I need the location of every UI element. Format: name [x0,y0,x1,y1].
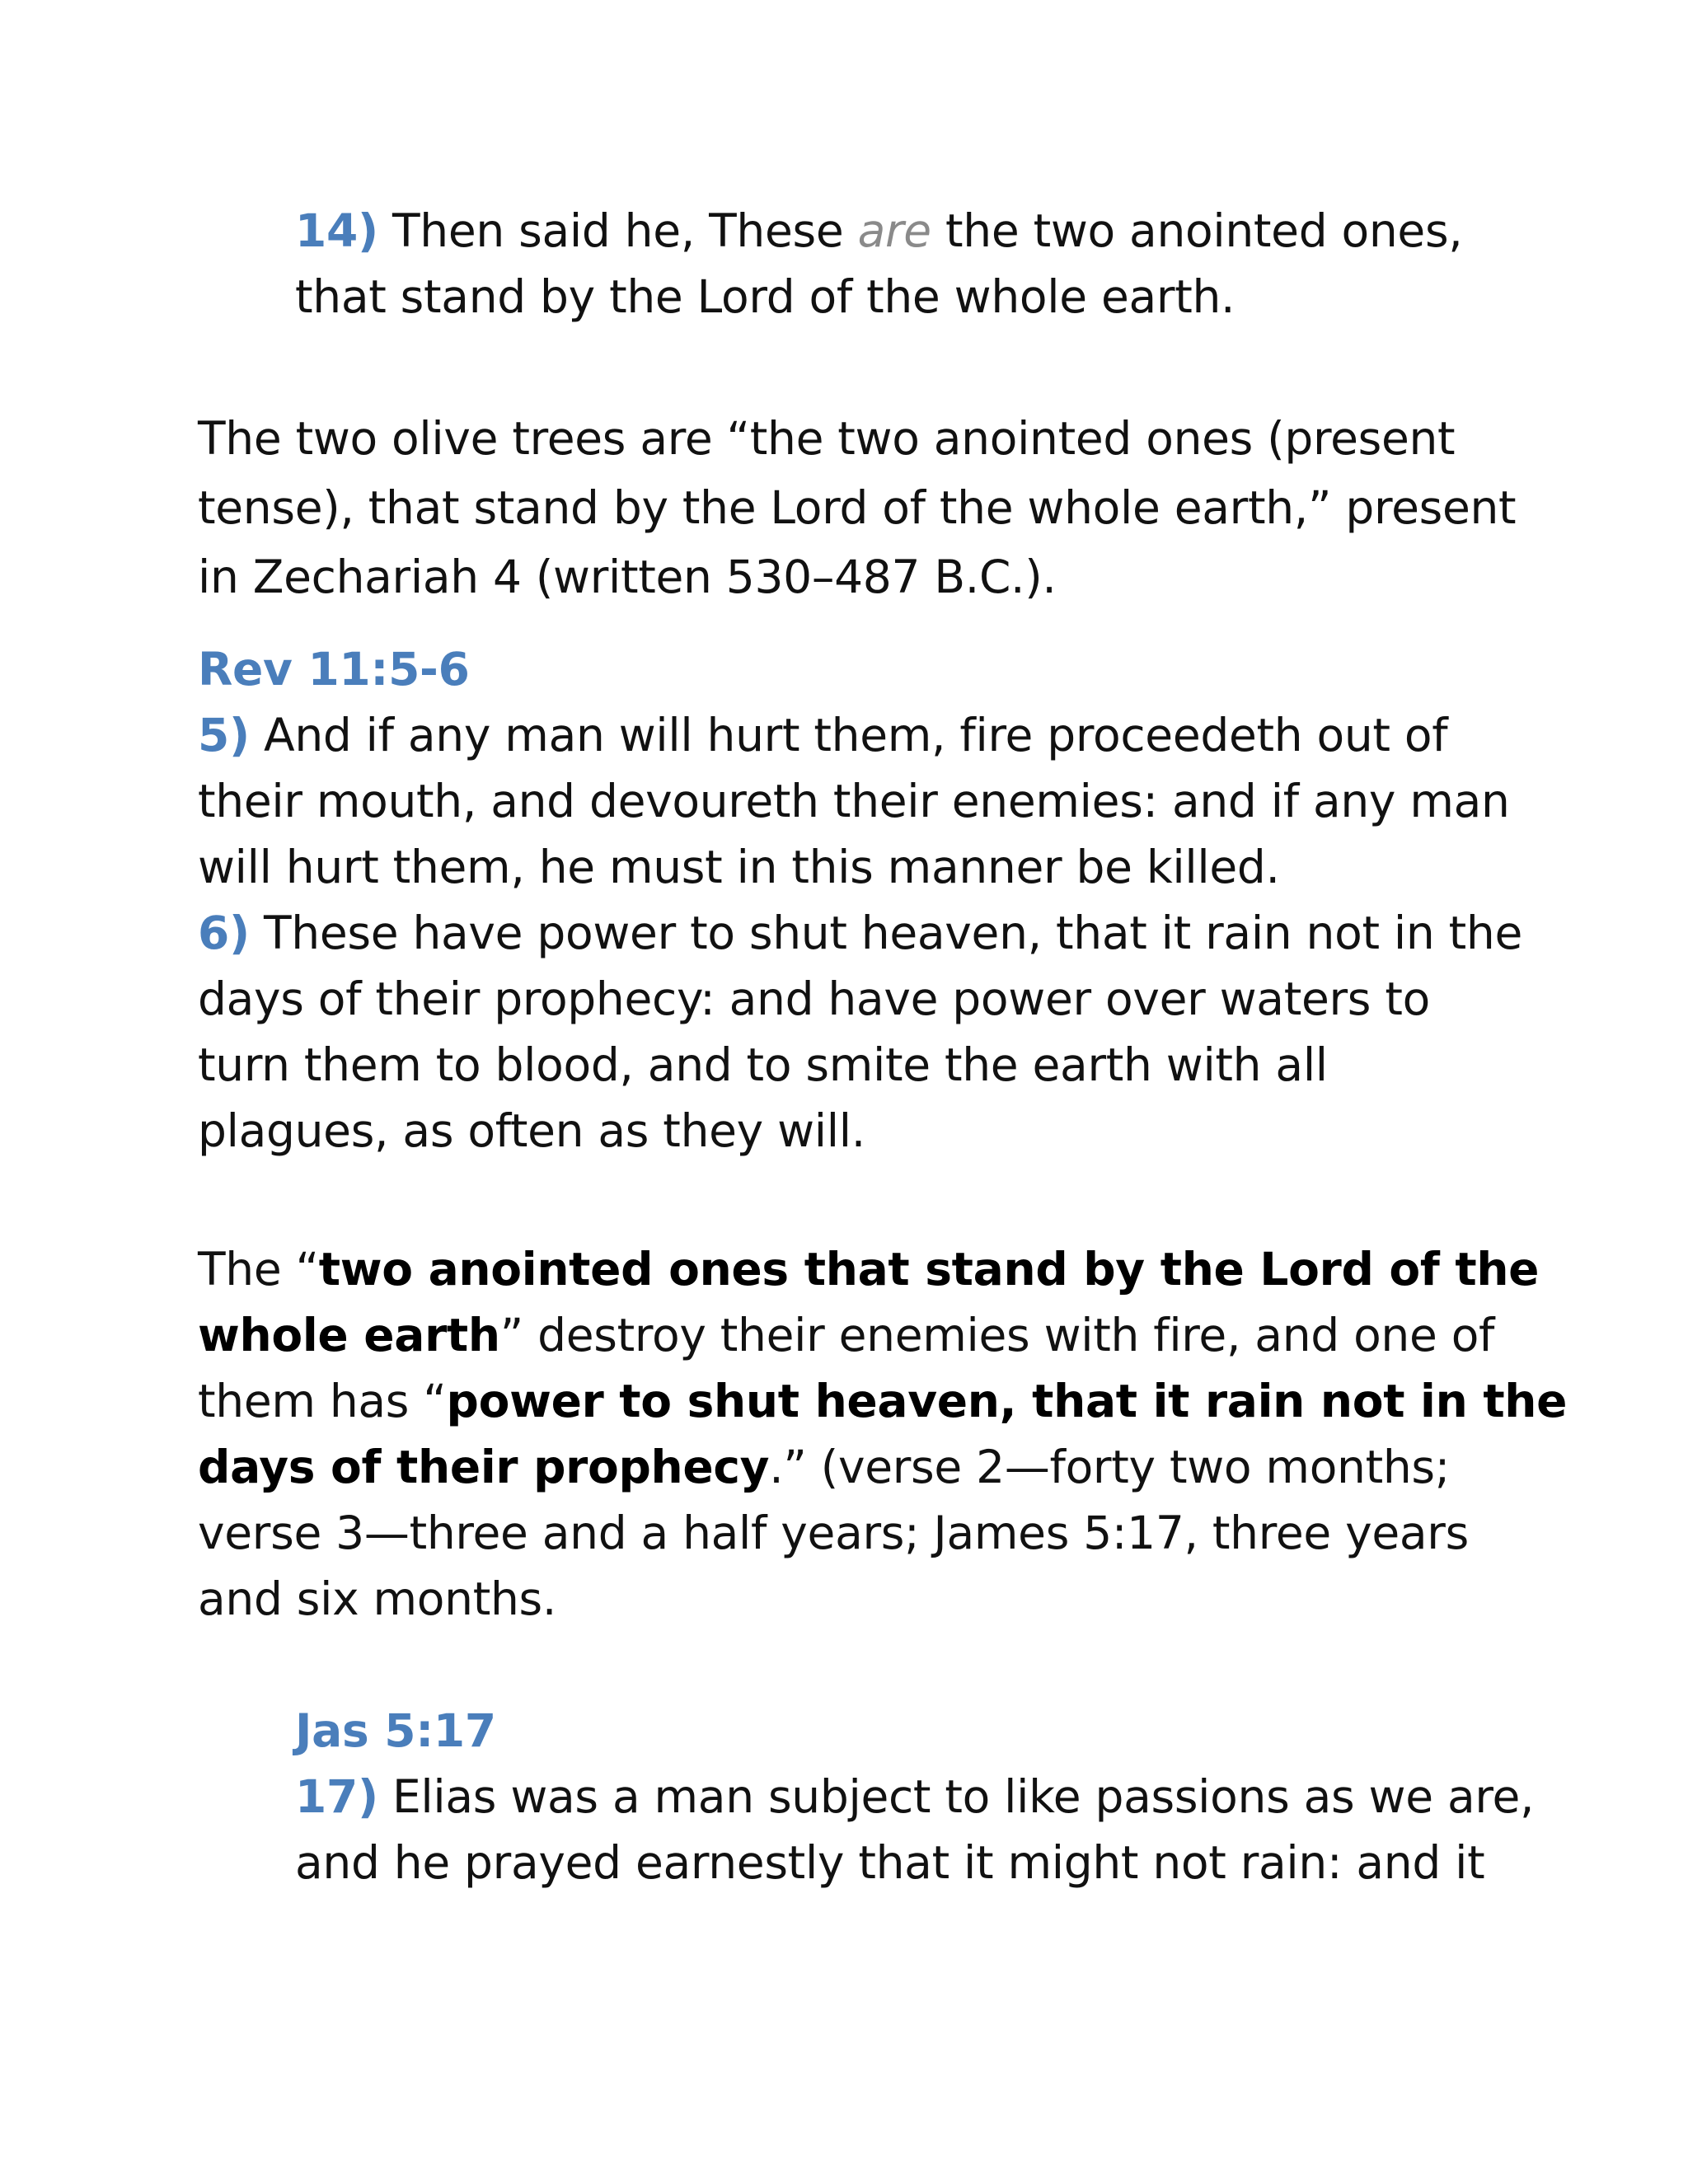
verse-14-line-1 [295,198,1463,264]
verse-number: 14) [295,204,378,257]
verse-number: 17) [295,1770,378,1823]
verse-5-line-3: will hurt them, he must in this manner be killed. [198,841,1280,893]
verse-5-line-1 [198,702,1522,768]
verse-number: 5) [198,709,250,762]
paragraph-line: verse 3—three and a half years; James 5:17, three years [198,1507,1469,1559]
paragraph-text: .” (verse 2—forty two months; [769,1441,1451,1493]
verse-6-line-1 [198,900,1522,966]
bold-text: days of their prophecy [198,1441,770,1493]
paragraph-text: The “ [198,1243,319,1296]
paragraph-line [198,1302,1567,1368]
italic-word: are [857,204,931,257]
bold-text: power to shut heaven, that it rain not in the [446,1375,1568,1427]
paragraph-line: tense), that stand by the Lord of the whole earth,” present [198,481,1517,534]
verse-text: And if any man will hurt them, fire proceedeth out of [249,709,1448,762]
verse-6-line-3: turn them to blood, and to smite the earth with all [198,1038,1328,1091]
paragraph-text: them has “ [198,1375,447,1427]
james-passage [295,1698,1534,1896]
verse-text: Then said he, These [377,204,858,257]
paragraph-line: in Zechariah 4 (written 530–487 B.C.). [198,551,1057,603]
paragraph-line [198,1236,1567,1302]
bold-text: two anointed ones that stand by the Lord of the [318,1243,1540,1296]
verse-5-line-2: their mouth, and devoureth their enemies: and if any man [198,775,1510,827]
paragraph-line: The two olive trees are “the two anointed ones (present [198,412,1456,465]
bold-text: whole earth [198,1309,500,1361]
paragraph-line [198,1368,1567,1434]
scripture-reference: Jas 5:17 [295,1704,496,1757]
verse-6-line-4: plagues, as often as they will. [198,1104,865,1157]
commentary-paragraph-1 [198,404,1516,612]
scripture-reference: Rev 11:5-6 [198,643,470,696]
verse-14-line-2: that stand by the Lord of the whole earth. [295,270,1236,323]
verse-6-line-2: days of their prophecy: and have power over waters to [198,972,1430,1025]
verse-17-line-2: and he prayed earnestly that it might not rain: and it [295,1836,1485,1889]
commentary-paragraph-2 [198,1236,1567,1632]
paragraph-text: ” destroy their enemies with fire, and one of [499,1309,1495,1361]
verse-text: the two anointed ones, [931,204,1463,257]
revelation-passage [198,636,1522,1164]
verse-text: These have power to shut heaven, that it rain not in the [249,907,1522,959]
verse-text: Elias was a man subject to like passions as we are, [377,1770,1535,1823]
paragraph-line [198,1434,1567,1500]
paragraph-line: and six months. [198,1572,557,1625]
verse-number: 6) [198,907,250,959]
zechariah-verse-14 [295,198,1463,330]
verse-17-line-1 [295,1764,1534,1830]
